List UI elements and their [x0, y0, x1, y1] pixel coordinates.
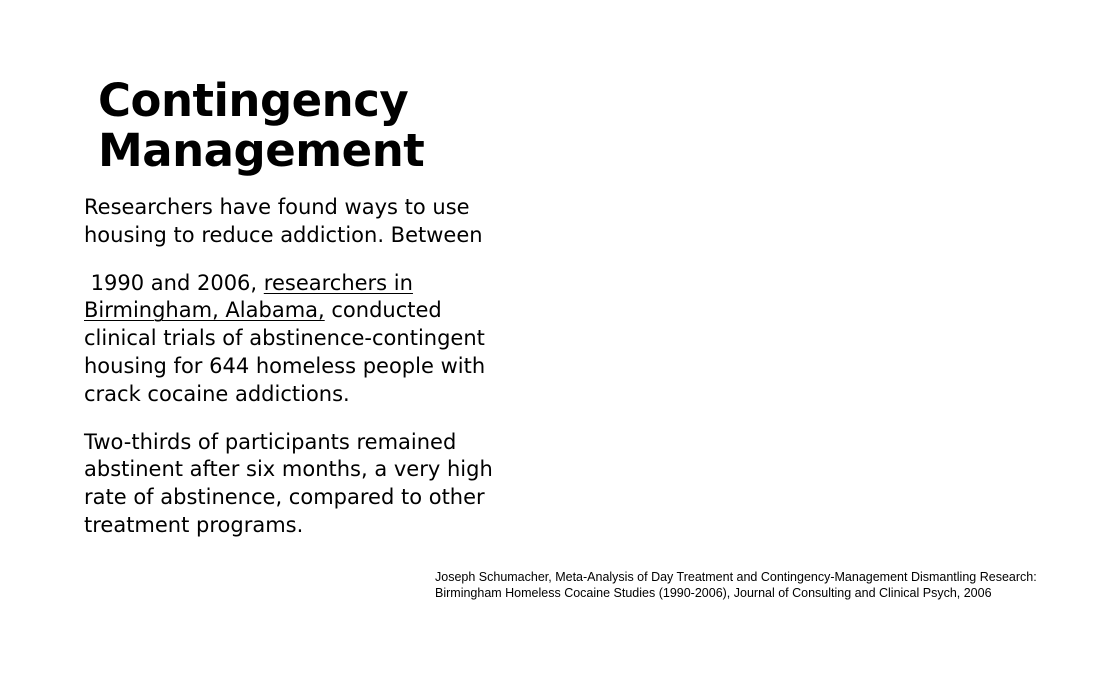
body-text	[84, 194, 494, 540]
text-line: clinical trials of abstinence-contingent	[84, 326, 485, 351]
text-segment: 1990 and 2006,	[84, 270, 264, 295]
text-segment: conducted	[324, 298, 442, 323]
text-line	[84, 297, 494, 325]
text-line: crack cocaine addictions.	[84, 381, 350, 406]
text-line: housing for 644 homeless people with	[84, 353, 486, 378]
paragraph-study	[84, 270, 494, 409]
text-line: rate of abstinence, compared to other	[84, 485, 485, 510]
text-line: Two-thirds of participants remained	[84, 429, 457, 454]
title-line: Contingency	[98, 74, 409, 127]
researchers-link[interactable]: researchers in	[263, 270, 413, 295]
title-line: Management	[98, 124, 425, 177]
paragraph-intro	[84, 194, 494, 250]
text-line: Researchers have found ways to use	[84, 195, 470, 219]
text-line: treatment programs.	[84, 512, 304, 537]
citation	[435, 570, 1075, 601]
citation-line: Birmingham Homeless Cocaine Studies (1990-2006), Journal of Consulting and Clinical Psych, 2006	[435, 585, 992, 600]
paragraph-results	[84, 429, 494, 540]
birmingham-link[interactable]: Birmingham, Alabama,	[84, 298, 325, 323]
text-line: abstinent after six months, a very high	[84, 457, 493, 482]
citation-line: Joseph Schumacher, Meta-Analysis of Day Treatment and Contingency-Management Dismantling Research:	[435, 570, 1037, 584]
slide-title	[98, 76, 424, 176]
text-line: housing to reduce addiction. Between	[84, 222, 483, 247]
text-line	[84, 270, 494, 298]
